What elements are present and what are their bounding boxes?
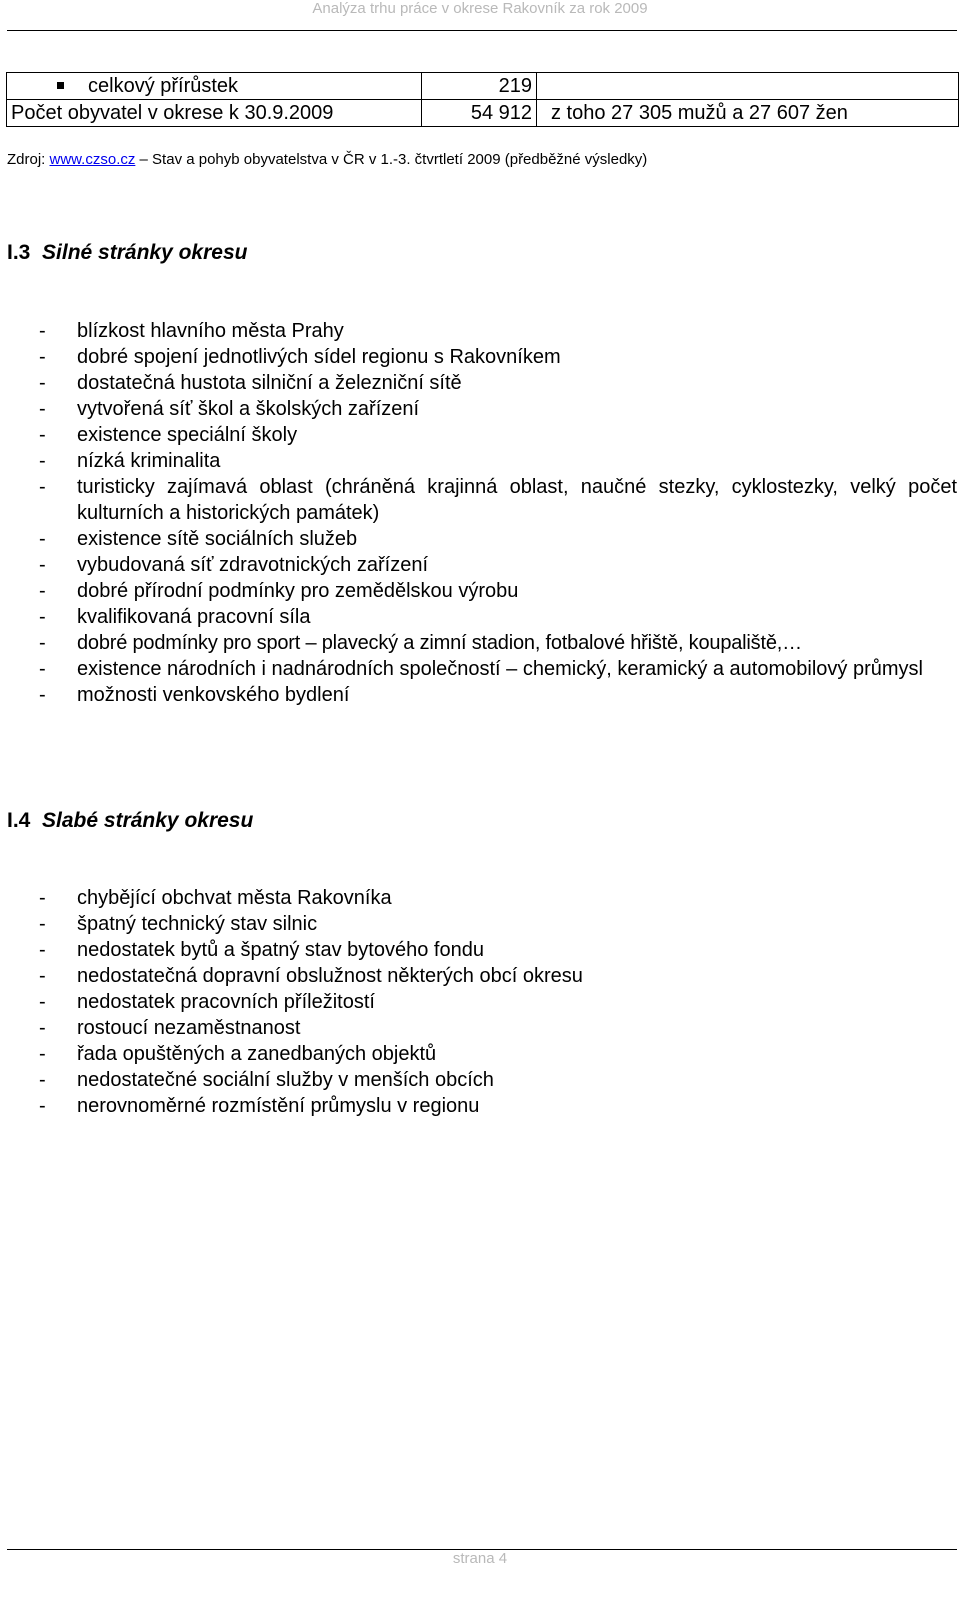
table-cell-value: 219: [422, 73, 537, 100]
section-title: Silné stránky okresu: [42, 241, 248, 264]
list-item: - vytvořená síť škol a školských zařízení: [39, 396, 957, 422]
list-item: - nízká kriminalita: [39, 448, 957, 474]
list-item: - rostoucí nezaměstnanost: [39, 1015, 957, 1041]
list-item: - dostatečná hustota silniční a železniční sítě: [39, 370, 957, 396]
section-number: I.3: [7, 241, 31, 264]
list-item: - řada opuštěných a zanedbaných objektů: [39, 1041, 957, 1067]
running-header: Analýza trhu práce v okrese Rakovník za rok 2009: [312, 0, 648, 17]
list-item: - turisticky zajímavá oblast (chráněná krajinná oblast, naučné stezky, cyklostezky, velký počet kulturních a historických památek): [39, 474, 957, 526]
table-row: [7, 73, 959, 100]
list-item: - nedostatek bytů a špatný stav bytového fondu: [39, 937, 957, 963]
list-item: - nedostatečná dopravní obslužnost některých obcí okresu: [39, 963, 957, 989]
list-item: - dobré spojení jednotlivých sídel regionu s Rakovníkem: [39, 344, 957, 370]
list-item: - špatný technický stav silnic: [39, 911, 957, 937]
list-item: - existence národních i nadnárodních společností – chemický, keramický a automobilový průmysl: [39, 656, 957, 682]
section-number: I.4: [7, 809, 31, 832]
list-item: - existence sítě sociálních služeb: [39, 526, 957, 552]
weaknesses-list: [39, 885, 957, 1119]
list-item: - dobré podmínky pro sport – plavecký a zimní stadion, fotbalové hřiště, koupaliště,…: [39, 630, 957, 656]
list-item: - nedostatečné sociální služby v menších obcích: [39, 1067, 957, 1093]
section-heading-strengths: [7, 241, 247, 265]
row-label: celkový přírůstek: [88, 75, 239, 97]
source-prefix: Zdroj:: [7, 151, 46, 168]
population-stats-table: [6, 72, 959, 127]
table-cell-note: z toho 27 305 mužů a 27 607 žen: [537, 100, 959, 127]
list-item: - vybudovaná síť zdravotnických zařízení: [39, 552, 957, 578]
source-link[interactable]: www.czso.cz: [49, 151, 136, 168]
section-heading-weaknesses: [7, 809, 253, 833]
page-number: strana 4: [452, 1550, 508, 1567]
source-text: – Stav a pohyb obyvatelstva v ČR v 1.-3. čtvrtletí 2009 (předběžné výsledky): [139, 151, 648, 168]
strengths-list: [39, 318, 957, 708]
list-item: - blízkost hlavního města Prahy: [39, 318, 957, 344]
list-item: - možnosti venkovského bydlení: [39, 682, 957, 708]
source-note: [7, 151, 647, 168]
header-divider: [7, 30, 957, 31]
section-title: Slabé stránky okresu: [42, 809, 254, 832]
table-cell-label: Počet obyvatel v okrese k 30.9.2009: [7, 100, 422, 127]
list-item: - nerovnoměrné rozmístění průmyslu v regionu: [39, 1093, 957, 1119]
list-item: - existence speciální školy: [39, 422, 957, 448]
list-item: - chybějící obchvat města Rakovníka: [39, 885, 957, 911]
list-item: - dobré přírodní podmínky pro zemědělskou výrobu: [39, 578, 957, 604]
table-cell-value: 54 912: [422, 100, 537, 127]
square-bullet-icon: [57, 82, 64, 89]
table-cell-label: [7, 73, 422, 100]
list-item: - kvalifikovaná pracovní síla: [39, 604, 957, 630]
table-row: [7, 100, 959, 127]
table-cell-note: [537, 73, 959, 100]
list-item: - nedostatek pracovních příležitostí: [39, 989, 957, 1015]
